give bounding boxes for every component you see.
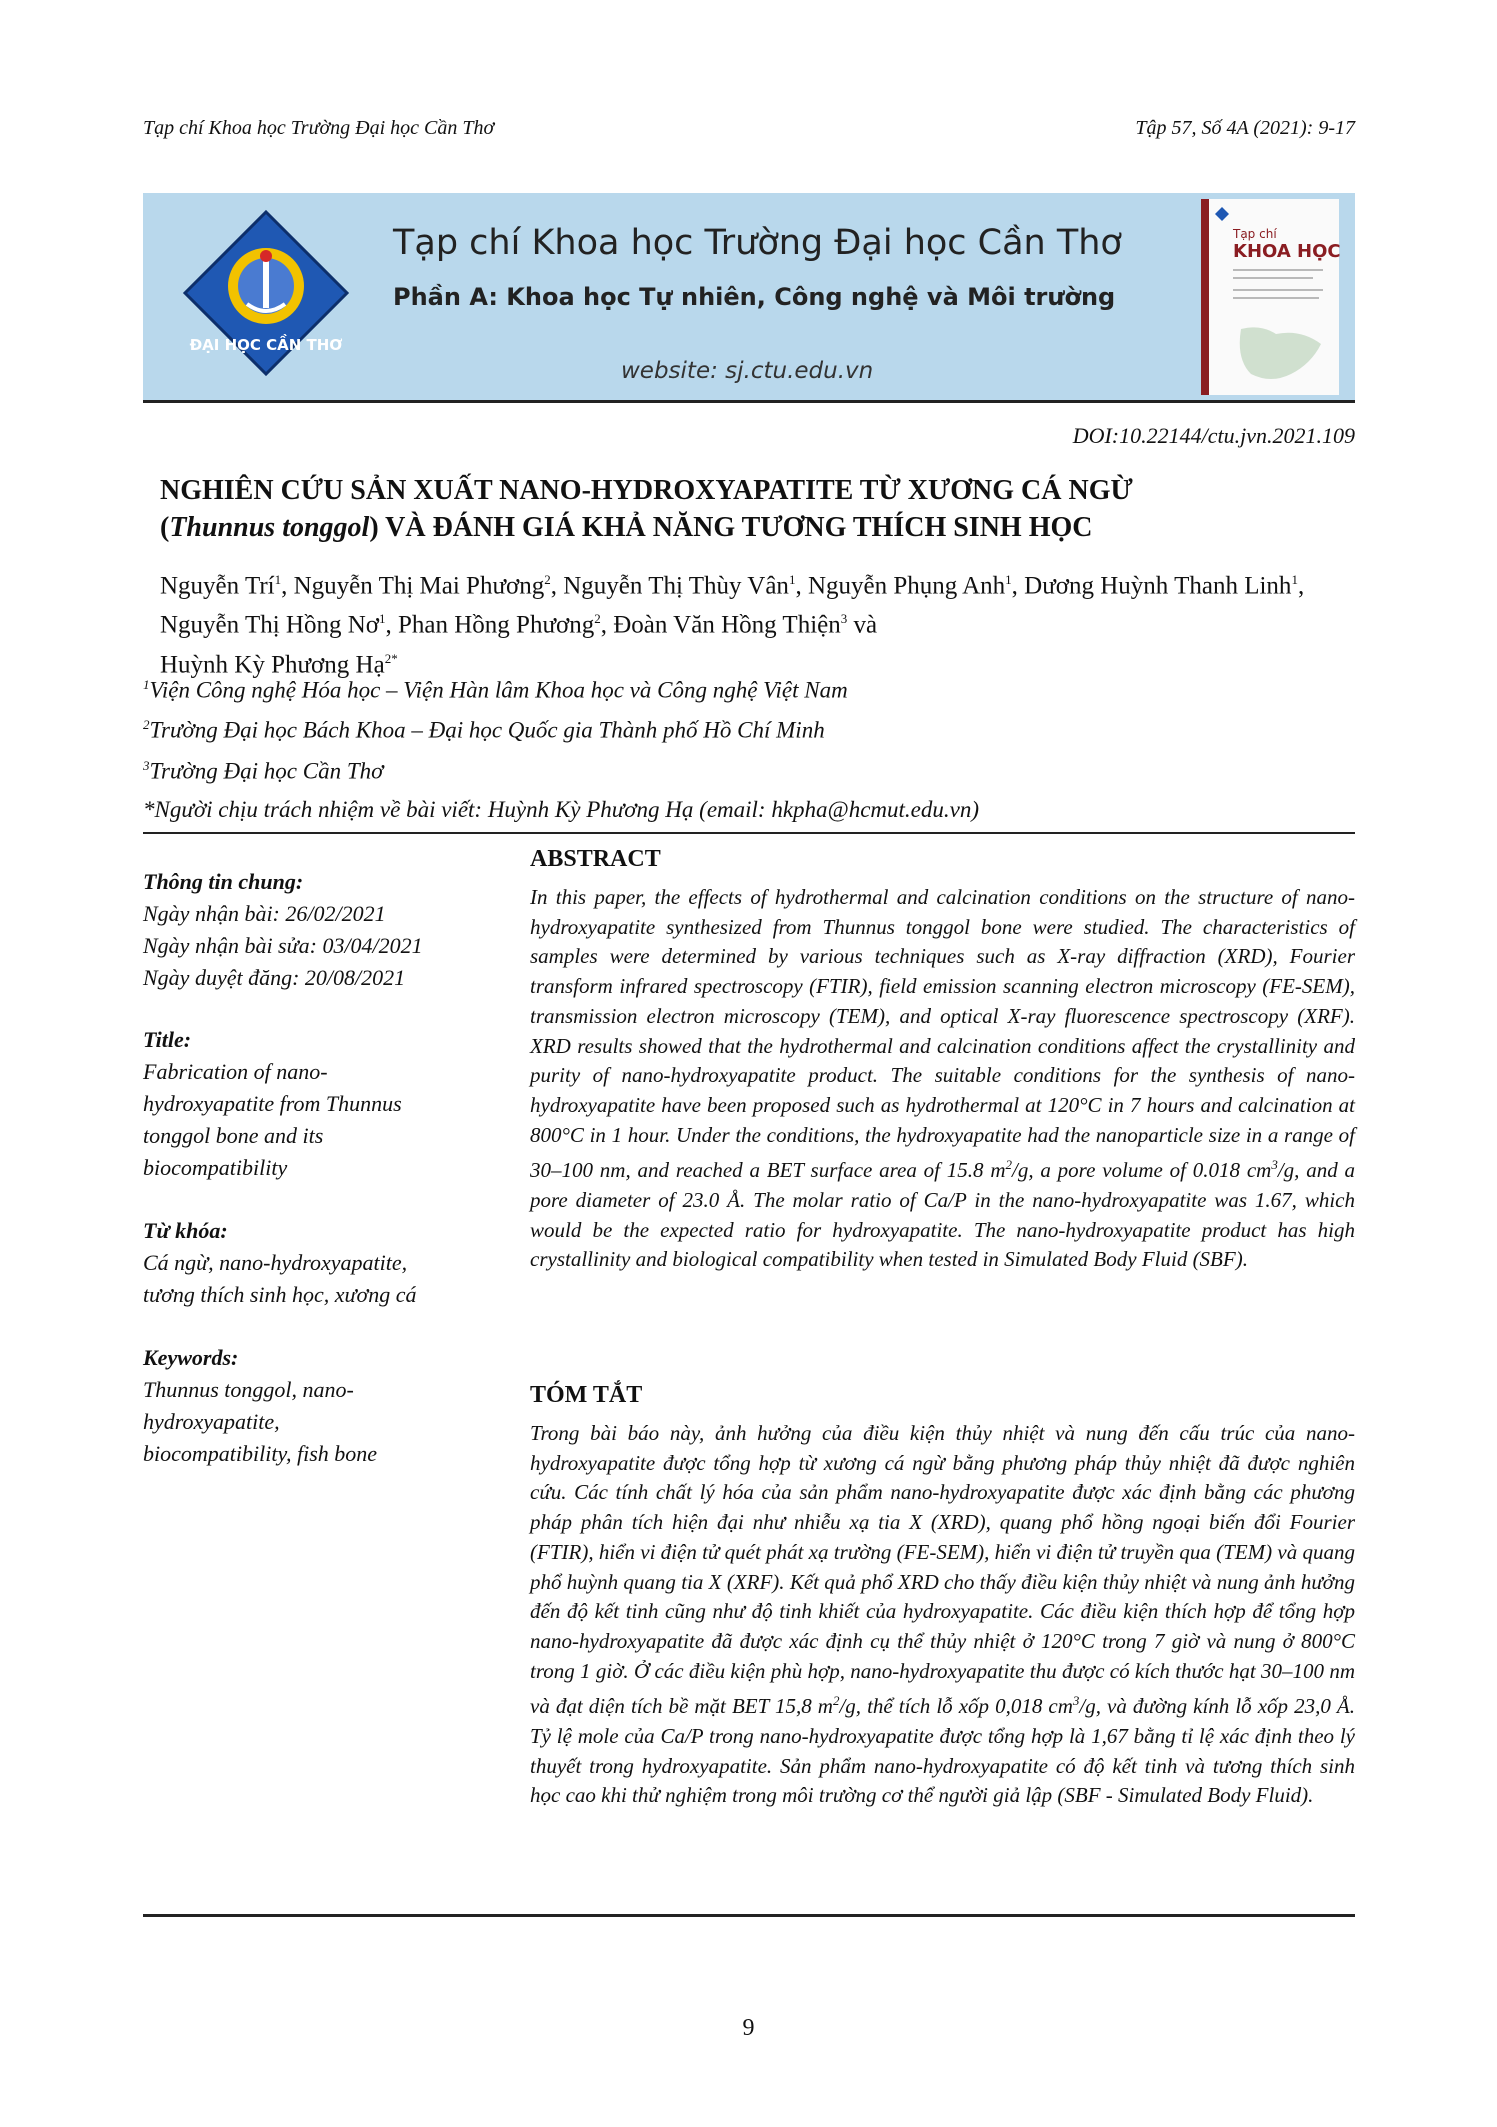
cover-big-text: KHOA HỌC [1233,241,1341,262]
cover-small-text: Tạp chí [1233,227,1277,241]
author-affiliation-mark: 1 [788,572,796,587]
cover-logo-icon [1215,207,1229,221]
abstract-text [530,883,1355,1275]
banner-title: Tạp chí Khoa học Trường Đại học Cần Thơ [393,223,1122,263]
superscript: 2 [832,1693,840,1709]
abstract-text-part: /g, and a pore diameter of 23.0 Å. The molar ratio of Ca/P in the nano-hydroxyapatite was 1.67, which would be the expected ratio for hydroxyapatite. The nano-hydroxyapatite product has high crystallinity and biological compatibility when tested in Simulated Body Fluid (SBF). [530,1158,1355,1272]
author-affiliation-mark: 1 [274,572,282,587]
author-separator: , [600,611,614,639]
running-header [143,117,1355,147]
english-title-line: tonggol bone and its [143,1123,324,1148]
received-date: Ngày nhận bài: 26/02/2021 [143,901,386,926]
english-title-line: Fabrication of nano- [143,1059,328,1084]
title-line-2 [160,509,1360,546]
tukhoa-heading: Từ khóa: [143,1218,228,1243]
author: Huỳnh Kỳ Phương Hạ [160,650,385,678]
revised-date: Ngày nhận bài sửa: 03/04/2021 [143,933,423,958]
journal-banner [143,193,1355,403]
article-info-sidebar [143,866,503,994]
corresponding-author: *Người chịu trách nhiệm về bài viết: Huỳnh Kỳ Phương Hạ (email: hkpha@hcmut.edu.vn) [143,797,979,822]
university-logo [181,208,351,378]
section-divider [143,1914,1355,1917]
author-separator: , [1297,572,1305,600]
banner-subtitle: Phần A: Khoa học Tự nhiên, Công nghệ và Môi trường [393,283,1116,311]
journal-cover-thumbnail [1201,199,1339,395]
keywords-line: Thunnus tonggol, nano- [143,1377,354,1402]
tomtat-text-part: Trong bài báo này, ảnh hưởng của điều kiện thủy nhiệt và nung đến cấu trúc của nano-hydroxyapatite được tổng hợp từ xương cá ngừ bằng phương pháp thủy nhiệt đã được nghiên cứu. Các tính chất lý hóa của sản phẩm nano-hydroxyapatite được xác định bằng các phương pháp phân tích hiện đại như nhiễu xạ tia X (XRD), quang phổ hồng ngoại biến đổi Fourier (FTIR), hiển vi điện tử quét phát xạ trường (FE-SEM), hiển vi điện tử truyền qua (TEM) và quang phổ huỳnh quang tia X (XRF). Kết quả phổ XRD cho thấy điều kiện thủy nhiệt và nung ảnh hưởng đến độ kết tinh cũng như độ tinh khiết của hydroxyapatite. Các điều kiện thích hợp để tổng hợp nano-hydroxyapatite đã được xác định cụ thể thủy nhiệt ở 120°C trong 7 giờ và nung ở 800°C trong 1 giờ. Ở các điều kiện phù hợp, nano-hydroxyapatite thu được có kích thước hạt 30–100 nm và đạt diện tích bề mặt BET 15,8 m [530,1421,1355,1719]
author: Dương Huỳnh Thanh Linh [1024,572,1292,600]
tomtat-text-part: /g, và đường kính lỗ xốp 23,0 Å. Tỷ lệ mole của Ca/P trong nano-hydroxyapatite được tổng hợp là 1,67 bằng tỉ lệ xác định theo lý thuyết trong hydroxyapatite. Sản phẩm nano-hydroxyapatite có độ kết tinh và tương thích sinh học cao khi thử nghiệm trong môi trường cơ thể người giả lập (SBF - Simulated Body Fluid). [530,1694,1355,1808]
author: Nguyễn Thị Thùy Vân [563,572,789,600]
info-heading: Thông tin chung: [143,869,304,894]
tukhoa-line: tương thích sinh học, xương cá [143,1282,417,1307]
english-title-line: hydroxyapatite from Thunnus [143,1091,402,1116]
abstract-text-part: In this paper, the effects of hydrothermal and calcination conditions on the structure of nano-hydroxyapatite synthesized from Thunnus tonggol bone were studied. The characteristics of samples were determined by various techniques such as X-ray diffraction (XRD), Fourier transform infrared spectroscopy (FTIR), field emission scanning electron microscopy (FE-SEM), transmission electron microscopy (TEM), and optical X-ray fluorescence spectroscopy (XRF). XRD results showed that the hydrothermal and calcination conditions affect the crystallinity and purity of nano-hydroxyapatite product. The suitable conditions for the synthesis of nano-hydroxyapatite have been proposed such as hydrothermal at 120°C in 7 hours and calcination at 800°C in 1 hour. Under the conditions, the hydroxyapatite had the nanoparticle size in a range of 30–100 nm, and reached a BET surface area of 15.8 m [530,885,1355,1183]
affiliation-mark: 2 [143,717,150,732]
cover-text-line [1233,289,1323,291]
author-affiliation-mark: 1 [1005,572,1012,587]
abstract-heading: ABSTRACT [530,846,661,872]
header-divider [143,832,1355,834]
affiliation-mark: 3 [143,758,150,773]
affiliation-1 [143,677,848,704]
author-separator: , [385,611,398,639]
english-keywords-block [143,1342,503,1470]
author-separator: , [795,572,808,600]
accepted-date: Ngày duyệt đăng: 20/08/2021 [143,965,406,990]
doi[interactable]: DOI:10.22144/ctu.jvn.2021.109 [1072,423,1355,448]
article-title [160,472,1360,546]
author-separator: và [847,611,878,639]
author-affiliation-mark: 1 [1291,572,1298,587]
tomtat-text [530,1419,1355,1811]
abstract-text-part: /g, a pore volume of 0.018 cm [1012,1158,1272,1183]
author-separator: , [550,572,564,600]
author: Phan Hồng Phương [398,611,595,639]
cover-text-line [1233,297,1319,299]
title-heading: Title: [143,1027,192,1052]
cover-map-graphic [1231,319,1331,389]
keywords-line: hydroxyapatite, [143,1409,280,1434]
author-separator: , [281,572,294,600]
title-line-1: NGHIÊN CỨU SẢN XUẤT NANO-HYDROXYAPATITE TỪ XƯƠNG CÁ NGỪ [160,475,1133,506]
keywords-line: biocompatibility, fish bone [143,1441,378,1466]
author: Đoàn Văn Hồng Thiện [613,611,841,639]
superscript: 2 [1005,1157,1012,1173]
author: Nguyễn Thị Mai Phương [293,572,545,600]
author-affiliation-mark: 2* [384,650,398,666]
author: Nguyễn Thị Hồng Nơ [160,611,379,639]
author: Nguyễn Phụng Anh [807,572,1006,600]
affiliation-text: Trường Đại học Cần Thơ [149,758,384,784]
author-affiliation-mark: 2 [594,611,601,627]
affiliation-mark: 1 [143,677,150,692]
author: Nguyễn Trí [160,572,275,600]
affiliation-text: Viện Công nghệ Hóa học – Viện Hàn lâm Khoa học và Công nghệ Việt Nam [149,677,848,703]
species-name: Thunnus tonggol [169,512,370,543]
author-affiliation-mark: 3 [840,611,848,627]
english-title-block [143,1024,503,1184]
banner-website[interactable]: website: sj.ctu.edu.vn [621,358,874,384]
author-affiliation-mark: 2 [544,572,551,587]
cover-text-line [1233,269,1323,271]
vietnamese-keywords-block [143,1215,503,1311]
english-title-line: biocompatibility [143,1155,288,1180]
superscript: 3 [1072,1693,1080,1709]
superscript: 3 [1271,1157,1278,1173]
cover-text-line [1233,277,1313,279]
author-separator: , [1011,572,1025,600]
issue-info: Tập 57, Số 4A (2021): 9-17 [1135,117,1355,139]
keywords-heading: Keywords: [143,1345,239,1370]
logo-text: ĐẠI HỌC CẦN THƠ [189,336,343,354]
page-number: 9 [742,2015,755,2041]
tomtat-heading: TÓM TẮT [530,1382,643,1408]
title-open-paren: ( [160,512,170,543]
tomtat-text-part: /g, thể tích lỗ xốp 0,018 cm [839,1694,1073,1719]
affiliation-3 [143,758,383,785]
affiliation-text: Trường Đại học Bách Khoa – Đại học Quốc gia Thành phố Hồ Chí Minh [149,717,825,743]
journal-name: Tạp chí Khoa học Trường Đại học Cần Thơ [143,117,495,139]
tukhoa-line: Cá ngừ, nano-hydroxyapatite, [143,1250,408,1275]
title-line-2-text: ) VÀ ĐÁNH GIÁ KHẢ NĂNG TƯƠNG THÍCH SINH HỌC [369,512,1093,543]
author-affiliation-mark: 1 [379,611,386,627]
affiliation-2 [143,717,825,744]
author-list [160,563,1360,681]
